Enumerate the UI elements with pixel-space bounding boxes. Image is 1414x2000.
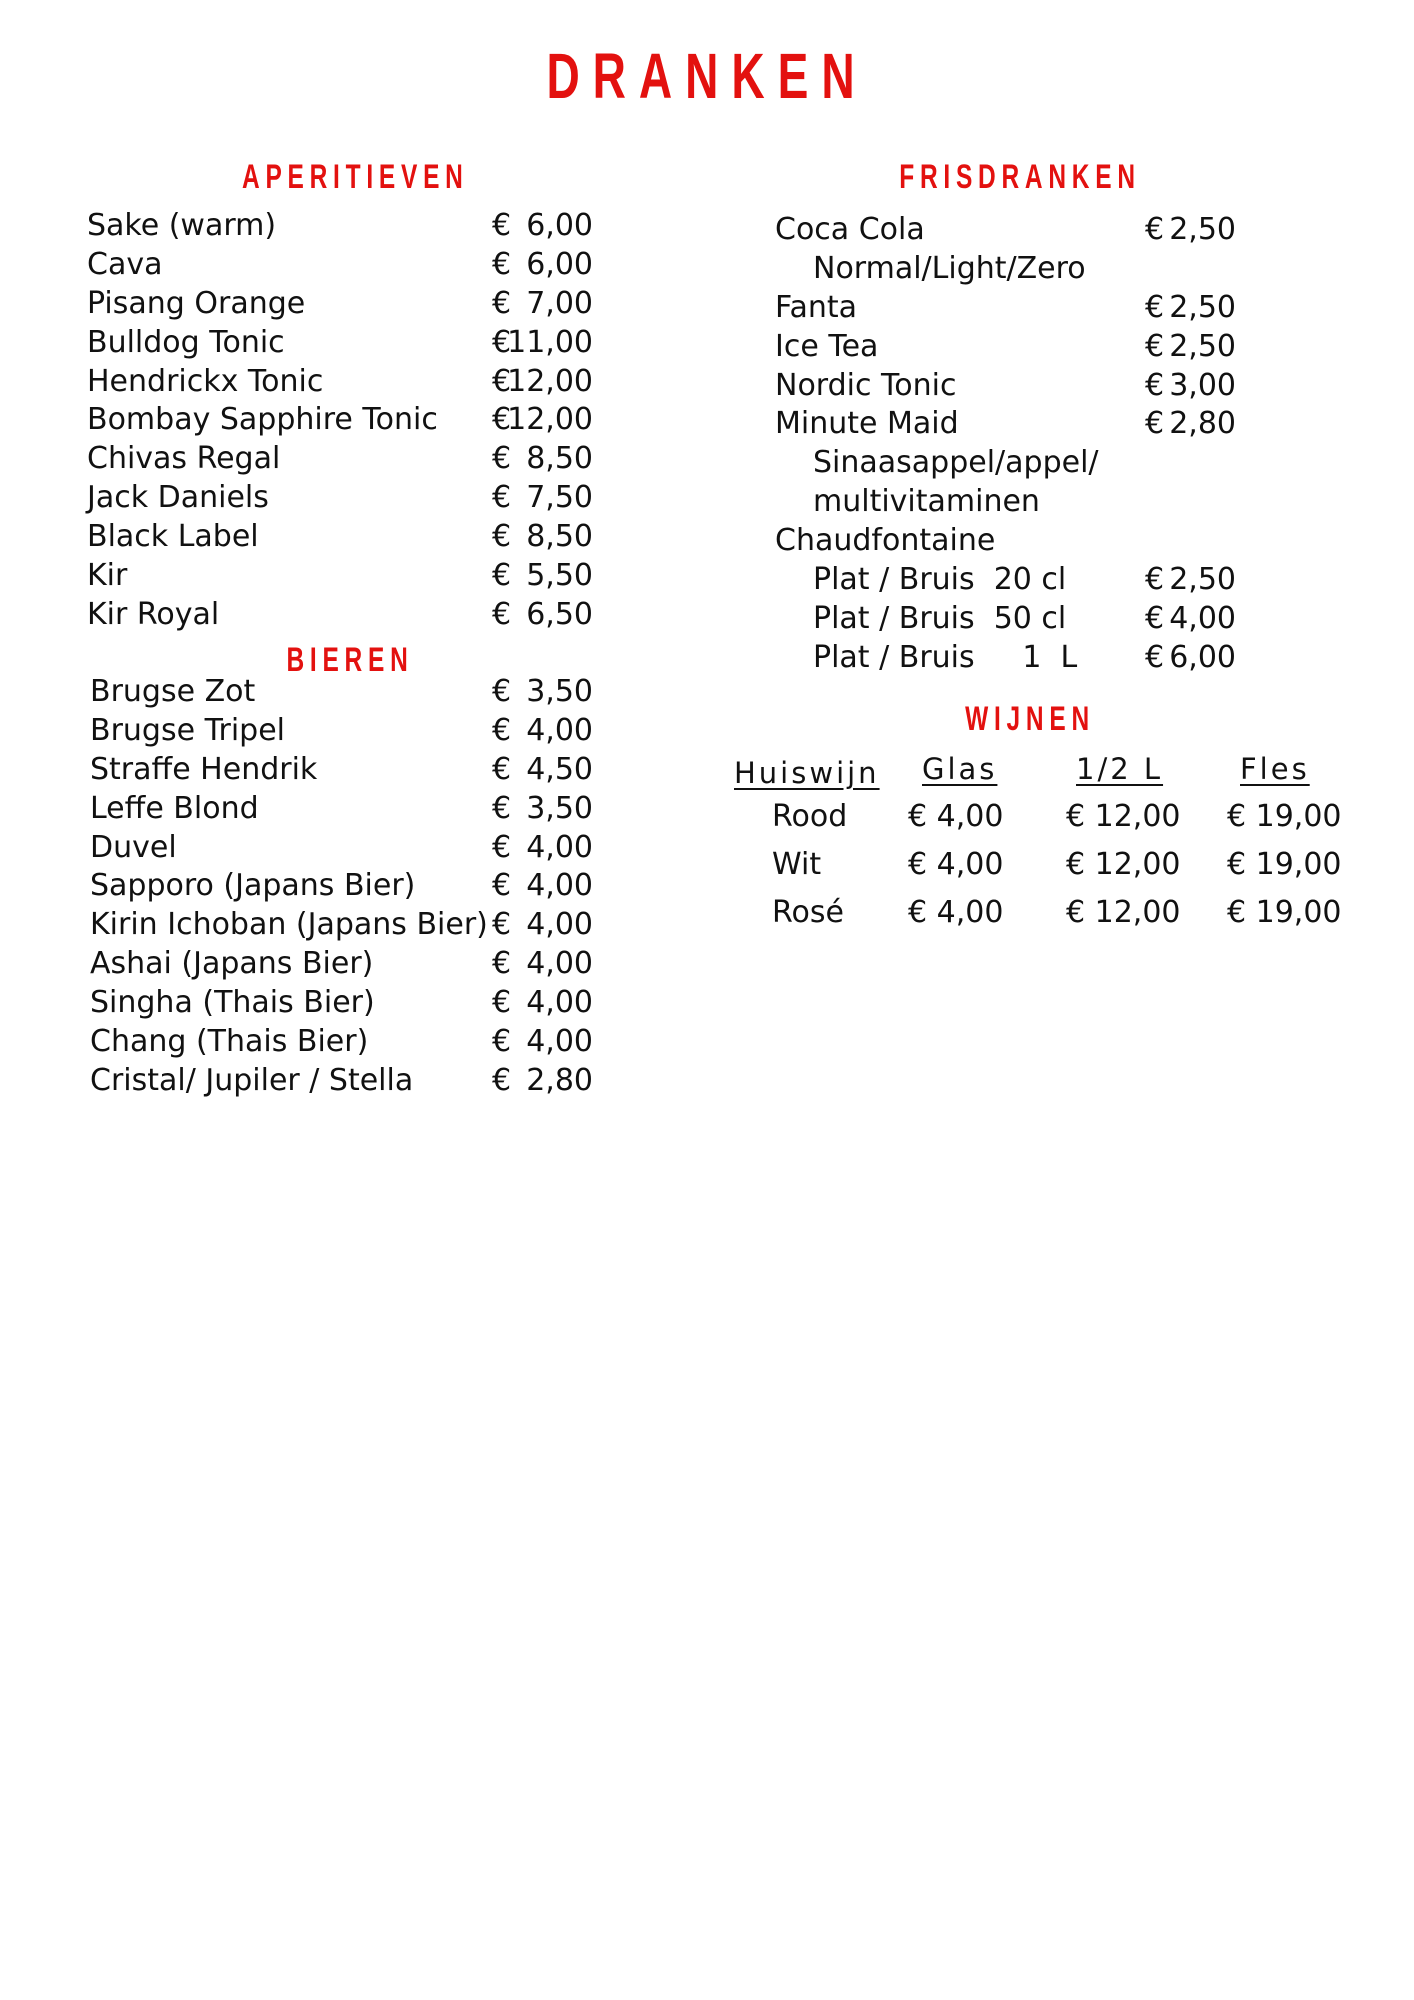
item-price: 4,00 [526,946,593,982]
item-price: 6,00 [1169,639,1236,675]
frisdranken-heading: FRISDRANKEN [899,158,1141,196]
list-item [87,596,617,635]
item-name: Sake (warm) [87,208,277,243]
item-price: 4,00 [526,868,593,904]
currency-symbol: € [492,751,512,787]
item-subtext: multivitaminen [813,484,1040,520]
currency-symbol: € [492,480,512,516]
list-item [87,440,617,479]
currency-symbol: € [492,1024,512,1060]
aperitieven-heading: APERITIEVEN [242,158,469,196]
currency-symbol: € [492,868,512,904]
currency-symbol: € [1145,328,1165,364]
item-name: Kir [87,558,128,594]
wine-price-glas: € 4,00 [908,799,1004,834]
list-item [775,639,1275,678]
item-name: Leffe Blond [90,790,259,826]
currency-symbol: € [492,985,512,1021]
list-item [87,285,617,324]
wine-price-half: € 12,00 [1066,847,1181,882]
item-name: Sapporo (Japans Bier) [90,868,416,904]
list-item [775,211,1275,250]
bieren-heading: BIEREN [286,641,414,679]
currency-symbol: € [1145,639,1165,675]
list-item [775,522,1275,561]
wine-price-fles: € 19,00 [1227,799,1342,834]
currency-symbol: € [1145,212,1165,247]
list-item [90,945,620,984]
list-item [87,207,617,246]
item-price: 3,50 [526,674,593,709]
item-name: Pisang Orange [87,285,306,321]
list-item [90,984,620,1023]
list-item [775,561,1275,600]
item-name: Brugse Tripel [90,712,286,748]
item-name: Singha (Thais Bier) [90,985,375,1021]
currency-symbol: € [492,712,512,748]
item-price: 5,50 [526,558,593,594]
list-item [775,483,1275,522]
currency-symbol: € [492,324,512,360]
list-item [87,324,617,363]
list-item [90,1023,620,1062]
currency-symbol: € [1145,600,1165,636]
currency-symbol: € [492,829,512,865]
item-name: Plat / Bruis 20 cl [813,562,1067,598]
wine-col-huiswijn: Huiswijn [734,756,880,790]
list-item [87,518,617,557]
currency-symbol: € [492,1062,512,1098]
item-name: Cava [87,246,163,282]
currency-symbol: € [492,558,512,594]
list-item [775,405,1275,444]
item-name: Ashai (Japans Bier) [90,946,374,982]
item-price: 4,00 [526,907,593,943]
list-item [90,1062,620,1101]
list-item [87,246,617,285]
item-price: 4,00 [526,1024,593,1060]
list-item [87,479,617,518]
currency-symbol: € [492,208,512,243]
list-item [775,289,1275,328]
item-price: 3,50 [526,790,593,826]
wijnen-heading: WIJNEN [965,700,1095,738]
item-price: 12,00 [507,363,593,399]
wine-price-glas: € 4,00 [908,895,1004,930]
list-item [87,401,617,440]
currency-symbol: € [492,674,512,709]
item-name: Bulldog Tonic [87,324,285,360]
currency-symbol: € [492,596,512,632]
item-price: 7,50 [526,480,593,516]
item-price: 4,00 [526,985,593,1021]
wine-col-fles: Fles [1240,752,1310,786]
list-item [90,673,620,712]
currency-symbol: € [492,285,512,321]
wine-name: Wit [772,847,822,882]
item-name: Brugse Zot [90,674,256,709]
page-title: DRANKEN [546,40,868,112]
currency-symbol: € [492,246,512,282]
table-row [0,845,1414,885]
item-price: 4,00 [1169,600,1236,636]
item-price: 6,00 [526,246,593,282]
item-name: Chivas Regal [87,441,281,477]
list-item [90,712,620,751]
wine-col-glas: Glas [922,752,998,786]
item-price: 8,50 [526,519,593,555]
item-subtext: Sinaasappel/appel/ [813,445,1099,481]
item-name: Kirin Ichoban (Japans Bier) [90,907,488,943]
wine-price-fles: € 19,00 [1227,895,1342,930]
list-item [775,600,1275,639]
item-price: 4,00 [526,829,593,865]
item-name: Chaudfontaine [775,523,996,559]
wine-price-fles: € 19,00 [1227,847,1342,882]
list-item [775,328,1275,367]
item-price: 2,80 [526,1062,593,1098]
item-price: 3,00 [1169,367,1236,403]
currency-symbol: € [492,441,512,477]
item-price: 4,50 [526,751,593,787]
item-price: 6,50 [526,596,593,632]
item-price: 2,50 [1169,562,1236,598]
item-name: Jack Daniels [87,480,269,516]
item-price: 2,50 [1169,328,1236,364]
item-price: 12,00 [507,402,593,438]
item-price: 4,00 [526,712,593,748]
wine-price-half: € 12,00 [1066,799,1181,834]
bieren-list [90,673,620,1101]
item-price: 2,50 [1169,289,1236,325]
wine-price-half: € 12,00 [1066,895,1181,930]
currency-symbol: € [492,402,512,438]
item-subtext: Normal/Light/Zero [813,250,1086,286]
wine-name: Rood [772,799,848,834]
item-name: Plat / Bruis 50 cl [813,600,1067,636]
currency-symbol: € [492,907,512,943]
list-item [775,367,1275,406]
currency-symbol: € [492,946,512,982]
item-price: 8,50 [526,441,593,477]
item-name: Fanta [775,289,858,325]
currency-symbol: € [492,519,512,555]
item-name: Straffe Hendrik [90,751,318,787]
currency-symbol: € [1145,367,1165,403]
item-name: Duvel [90,829,177,865]
wine-col-half-liter: 1/2 L [1076,752,1164,786]
item-name: Chang (Thais Bier) [90,1024,369,1060]
currency-symbol: € [492,790,512,826]
list-item [87,557,617,596]
wine-name: Rosé [772,895,844,930]
item-price: 11,00 [507,324,593,360]
item-price: 7,00 [526,285,593,321]
currency-symbol: € [1145,289,1165,325]
item-name: Ice Tea [775,328,879,364]
list-item [775,250,1275,289]
currency-symbol: € [1145,406,1165,442]
list-item [87,363,617,402]
item-name: Black Label [87,519,259,555]
aperitieven-list [87,207,617,635]
table-row [0,797,1414,837]
item-name: Kir Royal [87,596,220,632]
item-name: Plat / Bruis 1 L [813,639,1078,675]
item-name: Coca Cola [775,212,925,247]
item-name: Nordic Tonic [775,367,957,403]
item-price: 2,50 [1169,212,1236,247]
item-name: Cristal/ Jupiler / Stella [90,1062,414,1098]
item-price: 2,80 [1169,406,1236,442]
item-name: Hendrickx Tonic [87,363,324,399]
wine-price-glas: € 4,00 [908,847,1004,882]
currency-symbol: € [492,363,512,399]
item-price: 6,00 [526,208,593,243]
frisdranken-list [775,211,1275,678]
item-name: Bombay Sapphire Tonic [87,402,438,438]
table-row [0,893,1414,933]
list-item [775,444,1275,483]
item-name: Minute Maid [775,406,959,442]
list-item [90,751,620,790]
currency-symbol: € [1145,562,1165,598]
